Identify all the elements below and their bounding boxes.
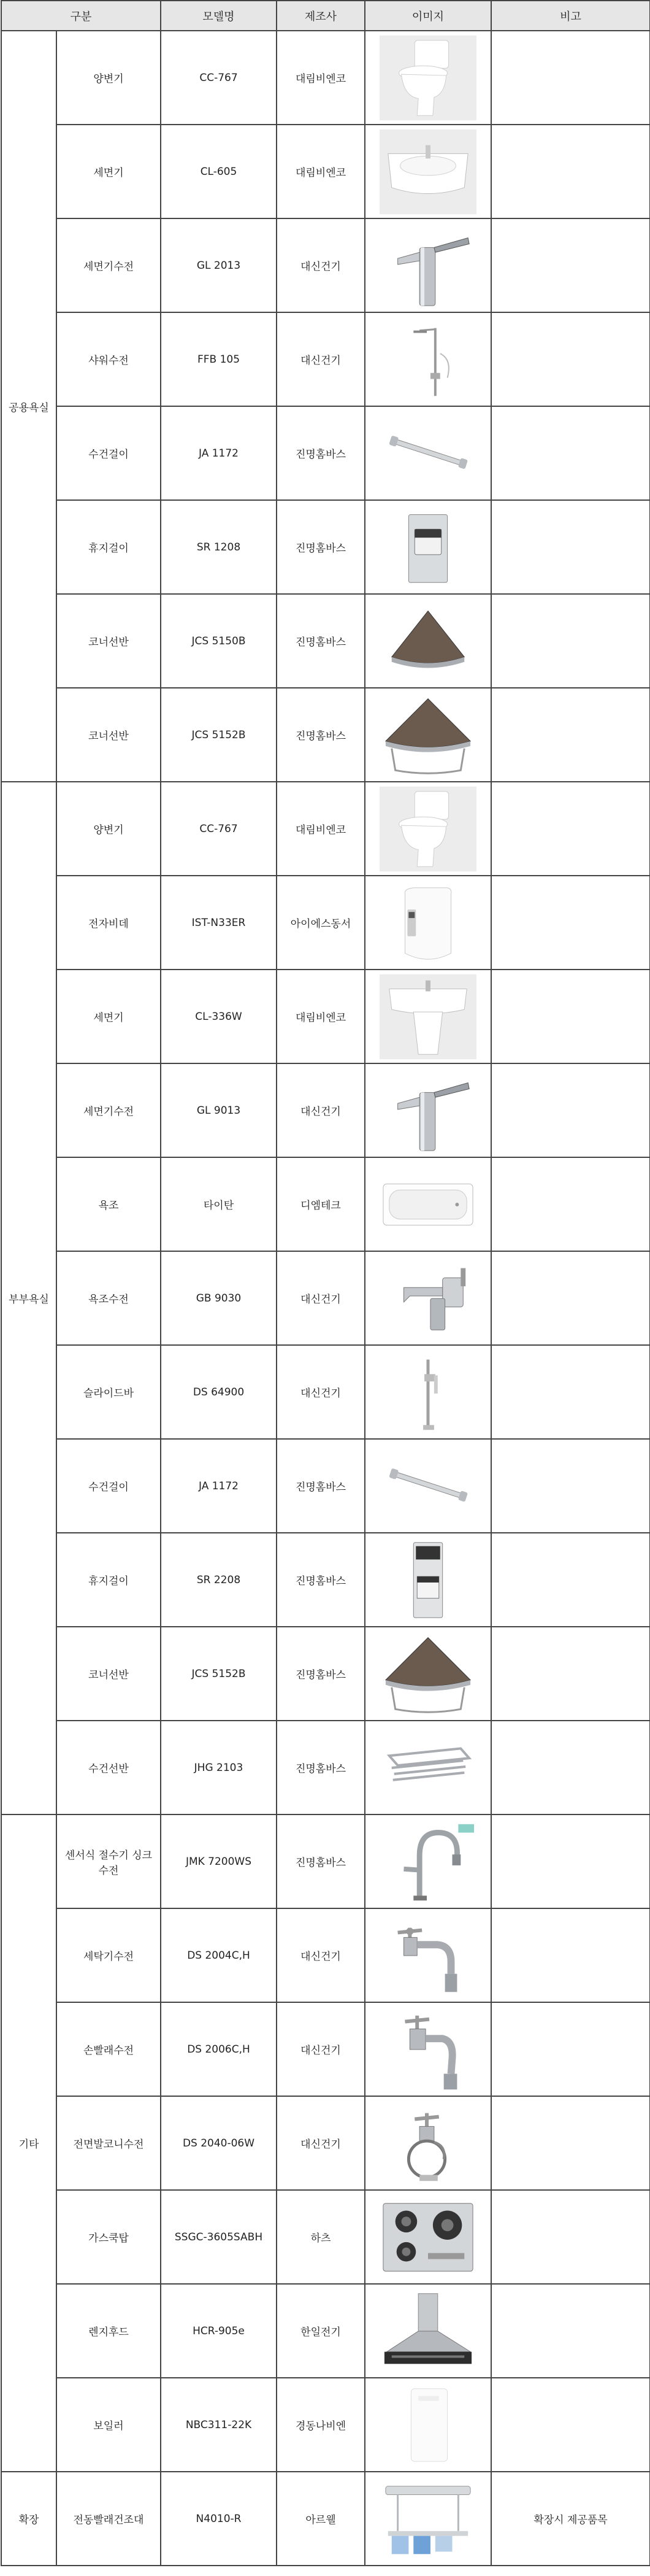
group-label: 확장	[1, 2472, 56, 2566]
note	[491, 1908, 650, 2002]
product-image-cell	[365, 1533, 491, 1627]
product-image-cell	[365, 1814, 491, 1908]
model-name: HCR-905e	[161, 2284, 277, 2378]
note	[491, 782, 650, 876]
model-name: JA 1172	[161, 406, 277, 500]
maker-name: 대신건기	[277, 2096, 365, 2190]
model-name: JHG 2103	[161, 1721, 277, 1814]
item-name: 욕조수전	[56, 1251, 161, 1345]
item-name: 코너선반	[56, 594, 161, 688]
note	[491, 1533, 650, 1627]
product-image-cell	[365, 1251, 491, 1345]
note	[491, 2096, 650, 2190]
note	[491, 1063, 650, 1157]
maker-name: 진명홈바스	[277, 688, 365, 782]
maker-name: 아이에스동서	[277, 876, 365, 970]
table-row	[1, 2096, 650, 2190]
spec-table	[1, 0, 650, 2566]
gas-cooktop-icon	[380, 2194, 476, 2280]
slide-bar-icon	[380, 1349, 476, 1435]
item-name: 욕조	[56, 1157, 161, 1251]
model-name: JA 1172	[161, 1439, 277, 1533]
model-name: JCS 5152B	[161, 1627, 277, 1721]
table-row	[1, 406, 650, 500]
model-name: GL 9013	[161, 1063, 277, 1157]
model-name: CC-767	[161, 31, 277, 125]
table-row	[1, 312, 650, 406]
group-label: 기타	[1, 1814, 56, 2472]
product-image-cell	[365, 31, 491, 125]
item-name: 세면기	[56, 970, 161, 1063]
product-image-cell	[365, 594, 491, 688]
note	[491, 31, 650, 125]
product-image-cell	[365, 2002, 491, 2096]
item-name: 세면기수전	[56, 218, 161, 312]
product-image-cell	[365, 125, 491, 218]
note	[491, 594, 650, 688]
model-name: DS 2040-06W	[161, 2096, 277, 2190]
maker-name: 진명홈바스	[277, 1814, 365, 1908]
table-row	[1, 688, 650, 782]
note	[491, 125, 650, 218]
product-image-cell	[365, 1721, 491, 1814]
model-name: IST-N33ER	[161, 876, 277, 970]
product-image-cell	[365, 970, 491, 1063]
maker-name: 대신건기	[277, 312, 365, 406]
item-name: 렌지후드	[56, 2284, 161, 2378]
item-name: 전자비데	[56, 876, 161, 970]
table-row	[1, 1814, 650, 1908]
model-name: GL 2013	[161, 218, 277, 312]
model-name: CL-336W	[161, 970, 277, 1063]
maker-name: 대림비엔코	[277, 970, 365, 1063]
model-name: DS 64900	[161, 1345, 277, 1439]
basin-faucet-icon	[380, 1068, 476, 1154]
model-name: GB 9030	[161, 1251, 277, 1345]
table-row	[1, 2190, 650, 2284]
pedestal-basin-icon	[380, 974, 476, 1060]
product-image-cell	[365, 2284, 491, 2378]
model-name: CC-767	[161, 782, 277, 876]
item-name: 양변기	[56, 31, 161, 125]
shower-column-icon	[380, 317, 476, 403]
model-name: SSGC-3605SABH	[161, 2190, 277, 2284]
product-image-cell	[365, 406, 491, 500]
towel-bar-icon	[380, 411, 476, 496]
maker-name: 대림비엔코	[277, 31, 365, 125]
model-name: SR 2208	[161, 1533, 277, 1627]
maker-name: 진명홈바스	[277, 1721, 365, 1814]
table-row	[1, 2284, 650, 2378]
table-row	[1, 125, 650, 218]
range-hood-icon	[380, 2288, 476, 2374]
note	[491, 1814, 650, 1908]
maker-name: 대신건기	[277, 1908, 365, 2002]
product-image-cell	[365, 688, 491, 782]
basin-faucet-icon	[380, 223, 476, 309]
item-name: 수건선반	[56, 1721, 161, 1814]
item-name: 세면기수전	[56, 1063, 161, 1157]
item-name: 휴지걸이	[56, 1533, 161, 1627]
maker-name: 대림비엔코	[277, 782, 365, 876]
toilet-icon	[380, 35, 476, 121]
note	[491, 970, 650, 1063]
table-row	[1, 1345, 650, 1439]
note	[491, 688, 650, 782]
product-image-cell	[365, 876, 491, 970]
table-row	[1, 1533, 650, 1627]
toilet-icon	[380, 786, 476, 872]
table-row	[1, 970, 650, 1063]
table-row	[1, 1157, 650, 1251]
maker-name: 대신건기	[277, 2002, 365, 2096]
header-model: 모델명	[161, 1, 277, 31]
item-name: 코너선반	[56, 688, 161, 782]
item-name: 코너선반	[56, 1627, 161, 1721]
note	[491, 312, 650, 406]
item-name: 전동빨래건조대	[56, 2472, 161, 2566]
table-row	[1, 1627, 650, 1721]
item-name: 샤워수전	[56, 312, 161, 406]
clothes-dryer-rack-icon	[380, 2476, 476, 2562]
item-name: 슬라이드바	[56, 1345, 161, 1439]
product-image-cell	[365, 312, 491, 406]
balcony-tap-icon	[380, 2100, 476, 2186]
table-row	[1, 2472, 650, 2566]
bidet-icon	[380, 880, 476, 966]
corner-shelf-icon	[380, 598, 476, 684]
maker-name: 아르웰	[277, 2472, 365, 2566]
model-name: SR 1208	[161, 500, 277, 594]
maker-name: 대신건기	[277, 218, 365, 312]
header-row	[1, 1, 650, 31]
product-image-cell	[365, 2472, 491, 2566]
table-row	[1, 594, 650, 688]
corner-shelf-rail-icon	[380, 1631, 476, 1717]
model-name: JMK 7200WS	[161, 1814, 277, 1908]
model-name: N4010-R	[161, 2472, 277, 2566]
note	[491, 500, 650, 594]
maker-name: 진명홈바스	[277, 1439, 365, 1533]
note	[491, 1439, 650, 1533]
table-row	[1, 1063, 650, 1157]
item-name: 수건걸이	[56, 406, 161, 500]
note	[491, 2284, 650, 2378]
item-name: 수건걸이	[56, 1439, 161, 1533]
table-row	[1, 500, 650, 594]
maker-name: 대림비엔코	[277, 125, 365, 218]
item-name: 세면기	[56, 125, 161, 218]
item-name: 가스쿡탑	[56, 2190, 161, 2284]
product-image-cell	[365, 1345, 491, 1439]
table-row	[1, 1251, 650, 1345]
table-row	[1, 1721, 650, 1814]
model-name: DS 2004C,H	[161, 1908, 277, 2002]
maker-name: 진명홈바스	[277, 500, 365, 594]
product-image-cell	[365, 500, 491, 594]
maker-name: 경동나비엔	[277, 2378, 365, 2472]
model-name: JCS 5152B	[161, 688, 277, 782]
product-image-cell	[365, 2378, 491, 2472]
laundry-tap-icon	[380, 2007, 476, 2092]
maker-name: 진명홈바스	[277, 1627, 365, 1721]
model-name: DS 2006C,H	[161, 2002, 277, 2096]
table-row	[1, 2378, 650, 2472]
note: 확장시 제공품목	[491, 2472, 650, 2566]
corner-shelf-rail-icon	[380, 692, 476, 778]
product-image-cell	[365, 2190, 491, 2284]
washbasin-icon	[380, 129, 476, 215]
note	[491, 1345, 650, 1439]
maker-name: 진명홈바스	[277, 1533, 365, 1627]
table-row	[1, 1439, 650, 1533]
header-image: 이미지	[365, 1, 491, 31]
product-image-cell	[365, 1627, 491, 1721]
maker-name: 대신건기	[277, 1251, 365, 1345]
item-name: 전면발코니수전	[56, 2096, 161, 2190]
note	[491, 2002, 650, 2096]
maker-name: 하츠	[277, 2190, 365, 2284]
note	[491, 1721, 650, 1814]
model-name: NBC311-22K	[161, 2378, 277, 2472]
table-row	[1, 876, 650, 970]
product-image-cell	[365, 1439, 491, 1533]
note	[491, 2378, 650, 2472]
model-name: FFB 105	[161, 312, 277, 406]
bath-faucet-icon	[380, 1255, 476, 1341]
maker-name: 대신건기	[277, 1063, 365, 1157]
table-row	[1, 218, 650, 312]
washer-tap-icon	[380, 1913, 476, 1999]
item-name: 센서식 절수기 싱크수전	[56, 1814, 161, 1908]
group-label: 부부욕실	[1, 782, 56, 1814]
model-name: JCS 5150B	[161, 594, 277, 688]
model-name: CL-605	[161, 125, 277, 218]
note	[491, 1157, 650, 1251]
maker-name: 진명홈바스	[277, 594, 365, 688]
maker-name: 진명홈바스	[277, 406, 365, 500]
boiler-icon	[380, 2382, 476, 2468]
item-name: 보일러	[56, 2378, 161, 2472]
note	[491, 876, 650, 970]
towel-shelf-icon	[380, 1725, 476, 1811]
product-image-cell	[365, 1908, 491, 2002]
note	[491, 406, 650, 500]
paper-holder-icon	[380, 504, 476, 590]
product-image-cell	[365, 218, 491, 312]
header-note: 비고	[491, 1, 650, 31]
group-label: 공용욕실	[1, 31, 56, 782]
product-image-cell	[365, 1157, 491, 1251]
maker-name: 한일전기	[277, 2284, 365, 2378]
table-row	[1, 1908, 650, 2002]
header-category: 구분	[1, 1, 161, 31]
note	[491, 1627, 650, 1721]
maker-name: 대신건기	[277, 1345, 365, 1439]
header-maker: 제조사	[277, 1, 365, 31]
product-image-cell	[365, 1063, 491, 1157]
note	[491, 2190, 650, 2284]
item-name: 손빨래수전	[56, 2002, 161, 2096]
paper-holder-tall-icon	[380, 1537, 476, 1623]
bathtub-icon	[380, 1162, 476, 1248]
item-name: 세탁기수전	[56, 1908, 161, 2002]
model-name: 타이탄	[161, 1157, 277, 1251]
towel-bar-icon	[380, 1443, 476, 1529]
note	[491, 1251, 650, 1345]
table-row	[1, 2002, 650, 2096]
product-image-cell	[365, 782, 491, 876]
maker-name: 디엠테크	[277, 1157, 365, 1251]
sink-faucet-icon	[380, 1819, 476, 1905]
table-row	[1, 782, 650, 876]
item-name: 양변기	[56, 782, 161, 876]
note	[491, 218, 650, 312]
table-row	[1, 31, 650, 125]
product-image-cell	[365, 2096, 491, 2190]
item-name: 휴지걸이	[56, 500, 161, 594]
